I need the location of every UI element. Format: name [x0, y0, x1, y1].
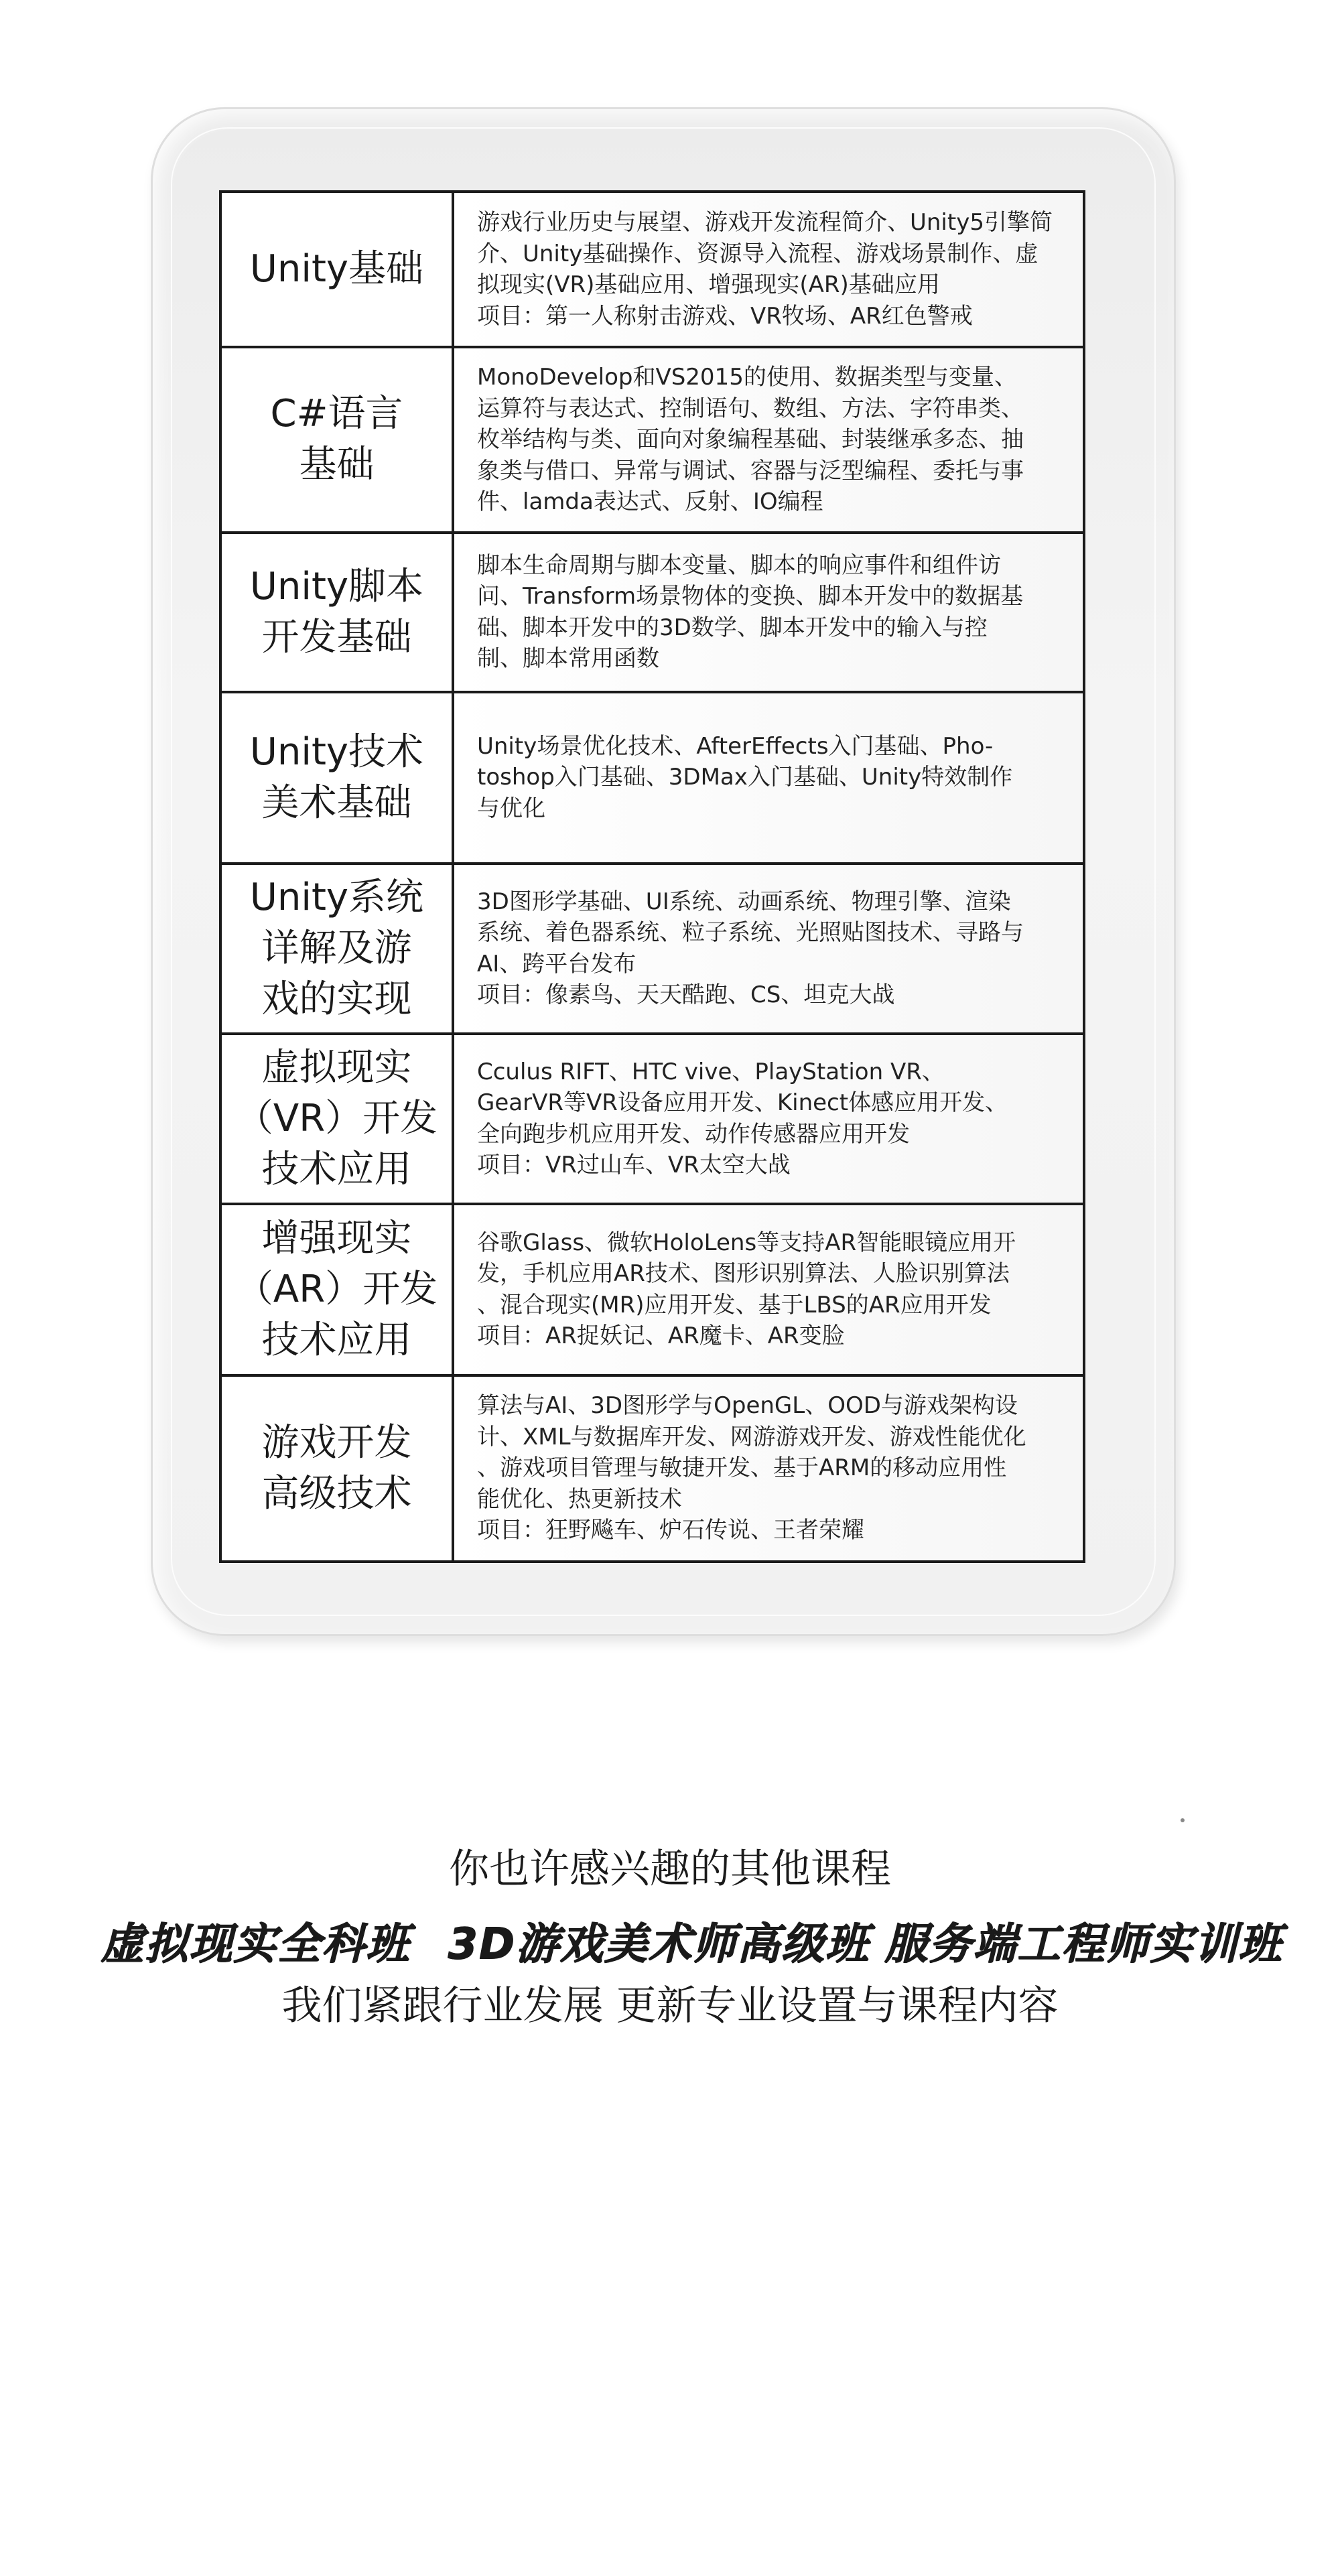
- description-line: 能优化、热更新技术: [477, 1485, 682, 1513]
- table-row: [220, 192, 1084, 347]
- topic-cell: [220, 533, 453, 692]
- topic-cell: [220, 347, 453, 533]
- description-line: MonoDevelop和VS2015的使用、数据类型与变量、: [477, 364, 1017, 391]
- course-link[interactable]: 虚拟现实全科班: [100, 1919, 410, 1969]
- table-row: [220, 1204, 1084, 1375]
- table-row: [220, 1034, 1084, 1204]
- description-cell: [453, 533, 1084, 692]
- description-cell: [453, 192, 1084, 347]
- tagline: 我们紧跟行业发展 更新专业设置与课程内容: [281, 1982, 1059, 2029]
- topic-cell: [220, 1204, 453, 1375]
- description-line: 全向跑步机应用开发、动作传感器应用开发: [477, 1120, 910, 1148]
- description-line: 算法与AI、3D图形学与OpenGL、OOD与游戏架构设: [477, 1392, 1018, 1420]
- curriculum-body: [220, 192, 1084, 1562]
- description-line: 制、脚本常用函数: [477, 645, 659, 672]
- topic-name: 增强现实 （AR）开发 技术应用: [235, 1216, 438, 1362]
- topic-cell: [220, 192, 453, 347]
- topic-name: 虚拟现实 （VR）开发 技术应用: [235, 1045, 438, 1191]
- description-line: 项目：VR过山车、VR太空大战: [477, 1152, 791, 1178]
- description-line: Unity场景优化技术、AfterEffects入门基础、Pho-: [477, 732, 994, 760]
- description-cell: [453, 692, 1084, 864]
- table-row: [220, 864, 1084, 1034]
- topic-cell: [220, 1034, 453, 1204]
- topic-name: 游戏开发 高级技术: [261, 1420, 412, 1515]
- table-row: [220, 692, 1084, 864]
- description-line: 枚举结构与类、面向对象编程基础、封装继承多态、抽: [477, 426, 1024, 453]
- topic-cell: [220, 1375, 453, 1562]
- table-row: [220, 1375, 1084, 1562]
- course-link[interactable]: 服务端工程师实训班: [884, 1919, 1282, 1969]
- description-line: 、游戏项目管理与敏捷开发、基于ARM的移动应用性: [477, 1454, 1007, 1482]
- description-line: GearVR等VR设备应用开发、Kinect体感应用开发、: [477, 1089, 1008, 1116]
- description-line: 系统、着色器系统、粒子系统、光照贴图技术、寻路与: [477, 919, 1024, 946]
- description-cell: [453, 347, 1084, 533]
- course-link[interactable]: 3D游戏美术师高级班: [448, 1919, 870, 1969]
- description-line: 介、Unity基础操作、资源导入流程、游戏场景制作、虚: [477, 240, 1038, 267]
- description-line: 谷歌Glass、微软HoloLens等支持AR智能眼镜应用开: [477, 1229, 1016, 1256]
- description-line: toshop入门基础、3DMax入门基础、Unity特效制作: [477, 764, 1013, 791]
- description-line: 项目：狂野飚车、炉石传说、王者荣耀: [477, 1517, 864, 1544]
- topic-name: C#语言 基础: [270, 392, 403, 487]
- description-line: 件、lamda表达式、反射、IO编程: [477, 488, 823, 515]
- topic-cell: [220, 864, 453, 1034]
- description-line: 象类与借口、异常与调试、容器与泛型编程、委托与事: [477, 457, 1024, 484]
- description-line: 发，手机应用AR技术、图形识别算法、人脸识别算法: [477, 1260, 1010, 1287]
- description-line: 、混合现实(MR)应用开发、基于LBS的AR应用开发: [477, 1291, 992, 1318]
- topic-name: Unity技术 美术基础: [249, 730, 424, 825]
- description-line: AI、跨平台发布: [477, 950, 636, 977]
- description-cell: [453, 864, 1084, 1034]
- topic-name: Unity脚本 开发基础: [249, 564, 424, 659]
- description-line: 3D图形学基础、UI系统、动画系统、物理引擎、渲染: [477, 888, 1011, 915]
- curriculum-table: [219, 190, 1085, 1563]
- topic-name: Unity基础: [249, 247, 424, 291]
- description-line: 问、Transform场景物体的变换、脚本开发中的数据基: [477, 583, 1024, 610]
- description-cell: [453, 1375, 1084, 1562]
- description-line: 计、XML与数据库开发、网游游戏开发、游戏性能优化: [477, 1423, 1026, 1450]
- more-courses-title: 你也许感兴趣的其他课程: [449, 1846, 891, 1893]
- description-line: 与优化: [477, 795, 545, 822]
- description-line: 运算符与表达式、控制语句、数组、方法、字符串类、: [477, 395, 1024, 422]
- description-cell: [453, 1034, 1084, 1204]
- description-line: 游戏行业历史与展望、游戏开发流程简介、Unity5引擎简: [477, 209, 1053, 236]
- course-list: [0, 1913, 1340, 1980]
- description-line: 拟现实(VR)基础应用、增强现实(AR)基础应用: [477, 271, 940, 298]
- description-line: Cculus RIFT、HTC vive、PlayStation VR、: [477, 1058, 945, 1085]
- topic-cell: [220, 692, 453, 864]
- description-line: 项目：AR捉妖记、AR魔卡、AR变脸: [477, 1323, 845, 1349]
- decorative-dot: [1181, 1818, 1185, 1822]
- description-line: 础、脚本开发中的3D数学、脚本开发中的输入与控: [477, 614, 988, 641]
- description-cell: [453, 1204, 1084, 1375]
- table-row: [220, 533, 1084, 692]
- table-row: [220, 347, 1084, 533]
- topic-name: Unity系统 详解及游 戏的实现: [249, 875, 424, 1021]
- description-line: 项目：像素鸟、天天酷跑、CS、坦克大战: [477, 981, 895, 1008]
- description-line: 项目：第一人称射击游戏、VR牧场、AR红色警戒: [477, 302, 973, 330]
- description-line: 脚本生命周期与脚本变量、脚本的响应事件和组件访: [477, 551, 1001, 579]
